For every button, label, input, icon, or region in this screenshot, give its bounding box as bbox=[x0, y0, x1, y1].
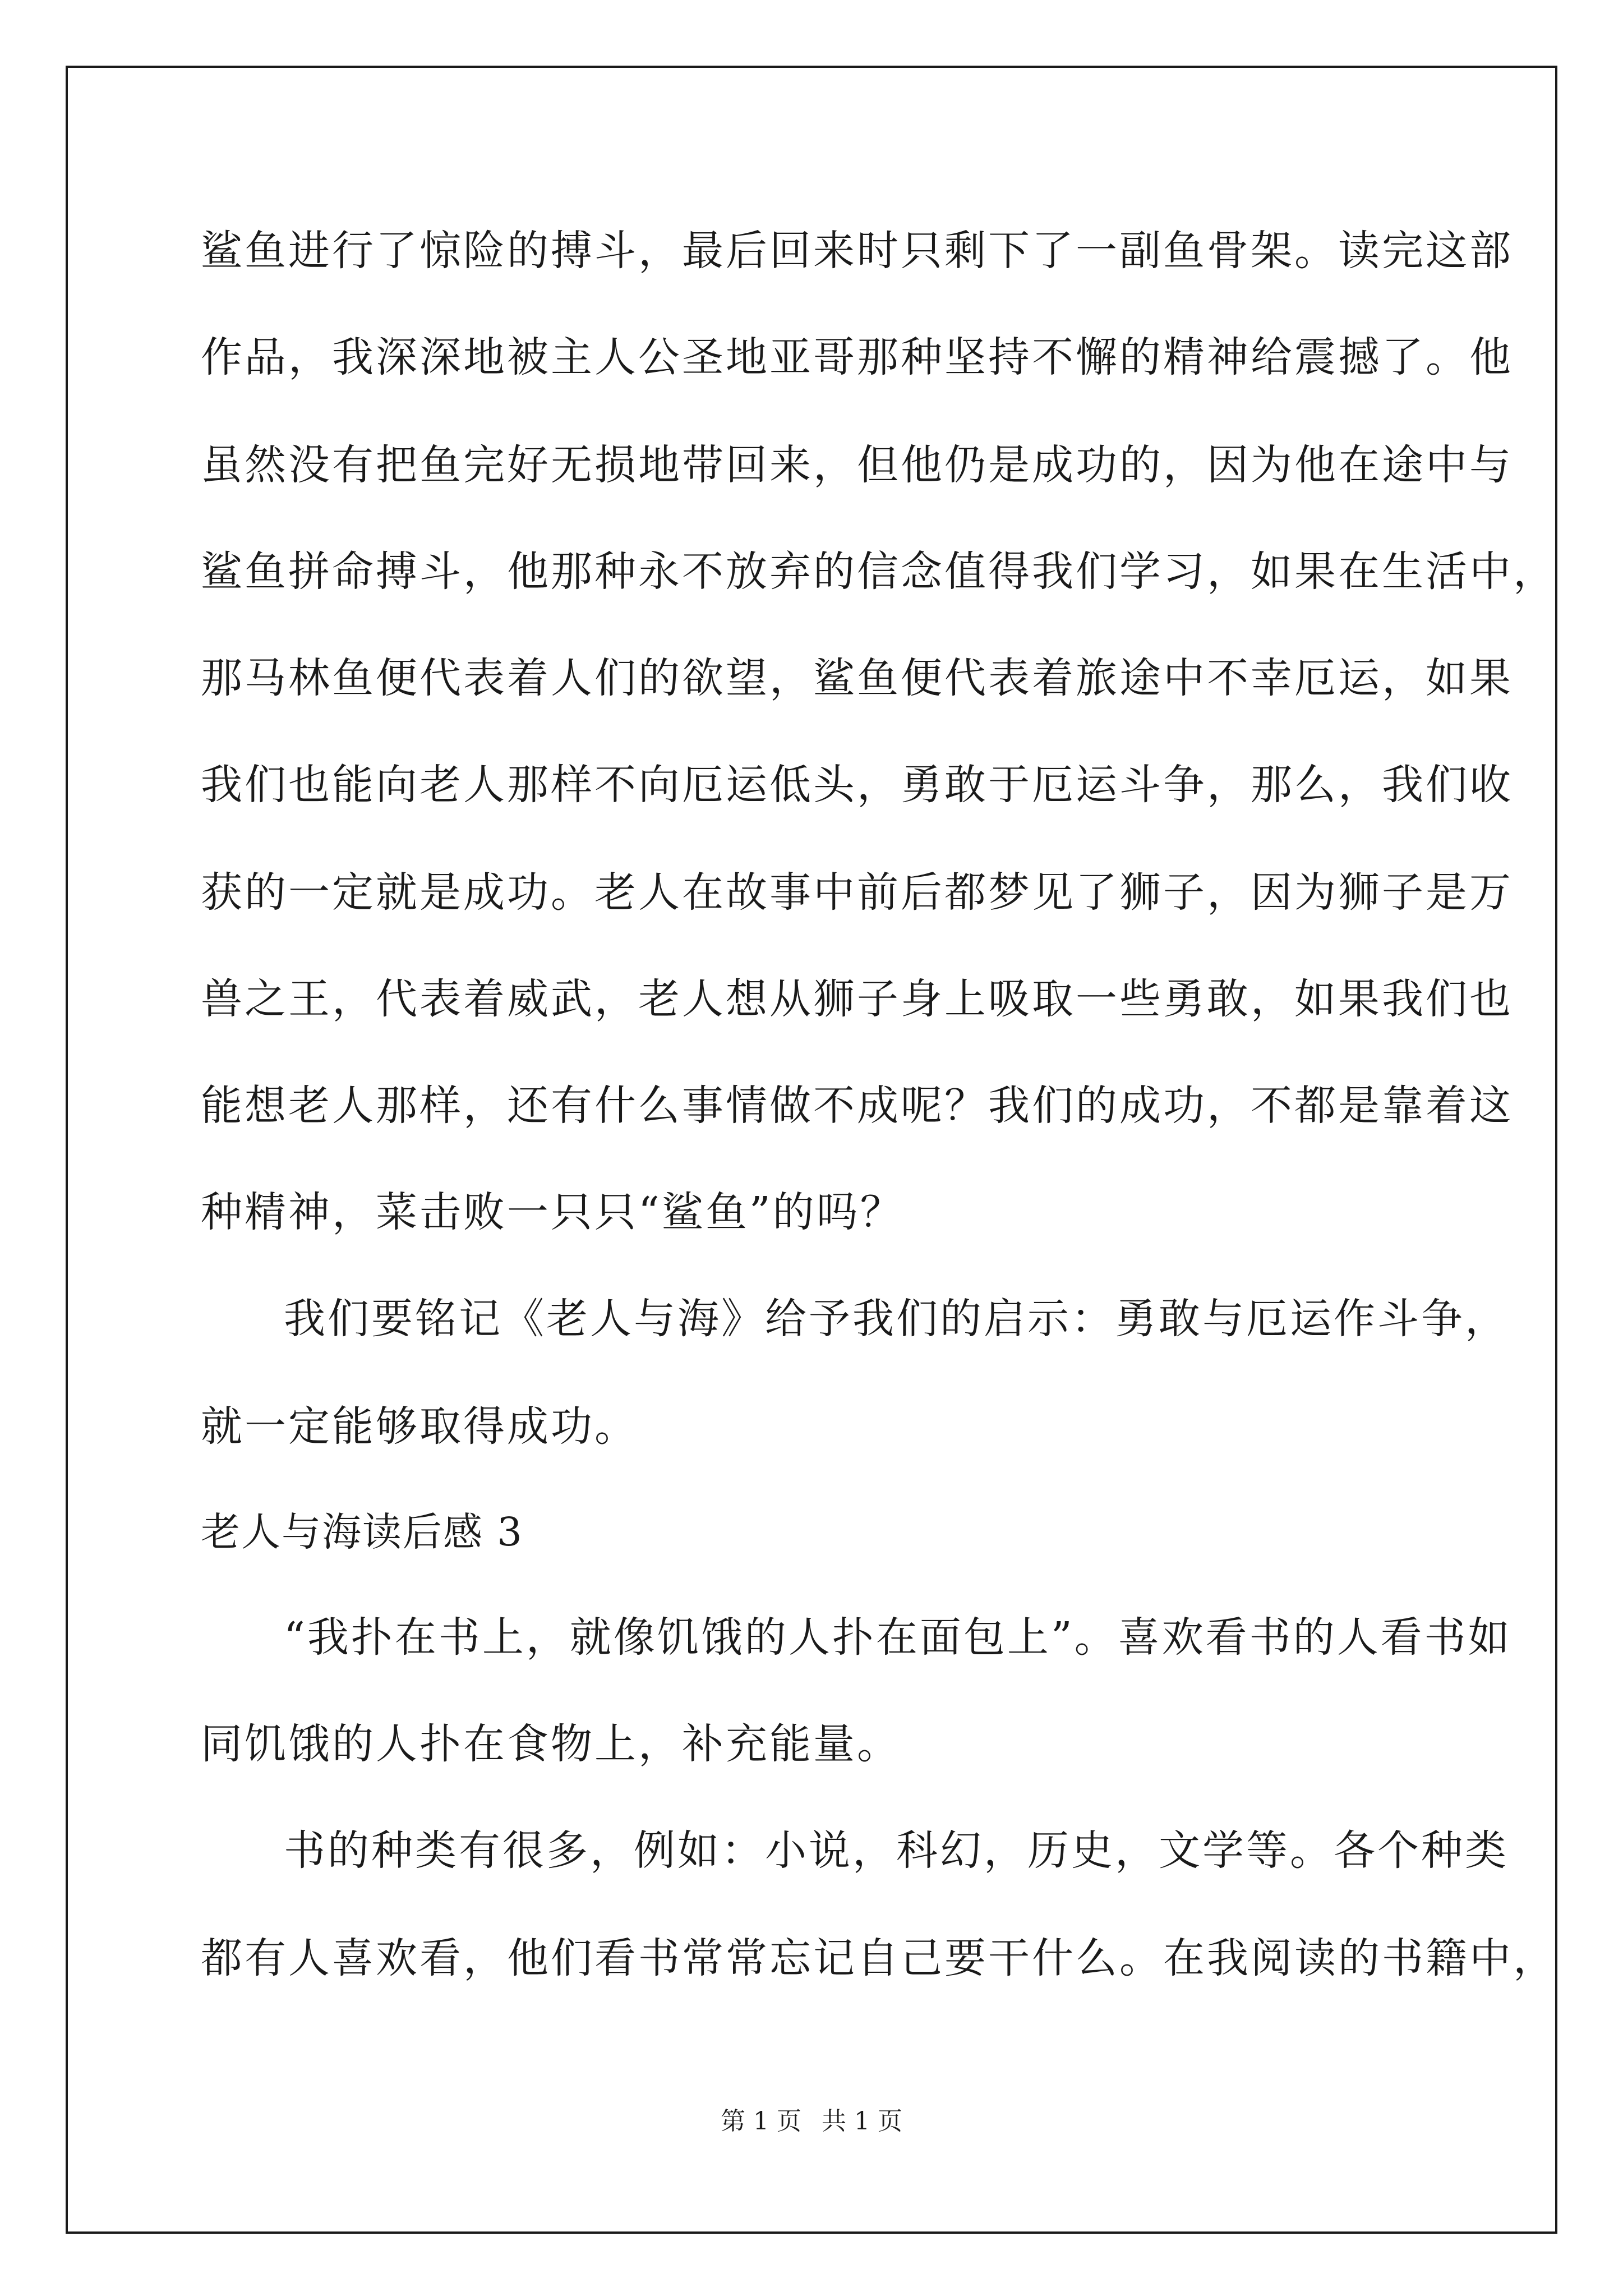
page-footer bbox=[0, 2105, 1623, 2138]
paragraph-line: 鲨鱼拼命搏斗，他那种永不放弃的信念值得我们学习，如果在生活中， bbox=[201, 547, 1557, 596]
paragraph-line: 兽之王，代表着威武，老人想从狮子身上吸取一些勇敢，如果我们也 bbox=[201, 975, 1513, 1023]
paragraph-line: 虽然没有把鱼完好无损地带回来，但他仍是成功的，因为他在途中与 bbox=[201, 441, 1513, 489]
section-heading: 老人与海读后感 3 bbox=[201, 1509, 523, 1555]
page-number: 第 1 页 bbox=[721, 2107, 801, 2136]
paragraph-line: 都有人喜欢看，他们看书常常忘记自己要干什么。在我阅读的书籍中， bbox=[201, 1934, 1557, 1982]
paragraph-line: “我扑在书上，就像饥饿的人扑在面包上”。喜欢看书的人看书如 bbox=[284, 1613, 1512, 1662]
paragraph-line: 作品，我深深地被主人公圣地亚哥那种坚持不懈的精神给震撼了。他 bbox=[201, 333, 1513, 381]
paragraph-line: 书的种类有很多，例如：小说，科幻，历史，文学等。各个种类 bbox=[284, 1826, 1509, 1875]
paragraph-line: 就一定能够取得成功。 bbox=[201, 1402, 638, 1451]
paragraph-line: 那马林鱼便代表着人们的欲望，鲨鱼便代表着旅途中不幸厄运，如果 bbox=[201, 654, 1513, 702]
paragraph-line: 同饥饿的人扑在食物上，补充能量。 bbox=[201, 1720, 901, 1768]
paragraph-line: 能想老人那样，还有什么事情做不成呢？我们的成功，不都是靠着这 bbox=[201, 1082, 1513, 1130]
paragraph-line: 鲨鱼进行了惊险的搏斗，最后回来时只剩下了一副鱼骨架。读完这部 bbox=[201, 227, 1513, 275]
paragraph-line: 种精神，菜击败一只只“鲨鱼”的吗？ bbox=[201, 1188, 904, 1236]
paragraph-line: 我们要铭记《老人与海》给予我们的启示：勇敢与厄运作斗争， bbox=[284, 1295, 1509, 1343]
paragraph-line: 我们也能向老人那样不向厄运低头，勇敢于厄运斗争，那么，我们收 bbox=[201, 761, 1513, 809]
page-border bbox=[66, 66, 1557, 2234]
paragraph-line: 获的一定就是成功。老人在故事中前后都梦见了狮子，因为狮子是万 bbox=[201, 868, 1513, 917]
page-total: 共 1 页 bbox=[822, 2107, 902, 2136]
